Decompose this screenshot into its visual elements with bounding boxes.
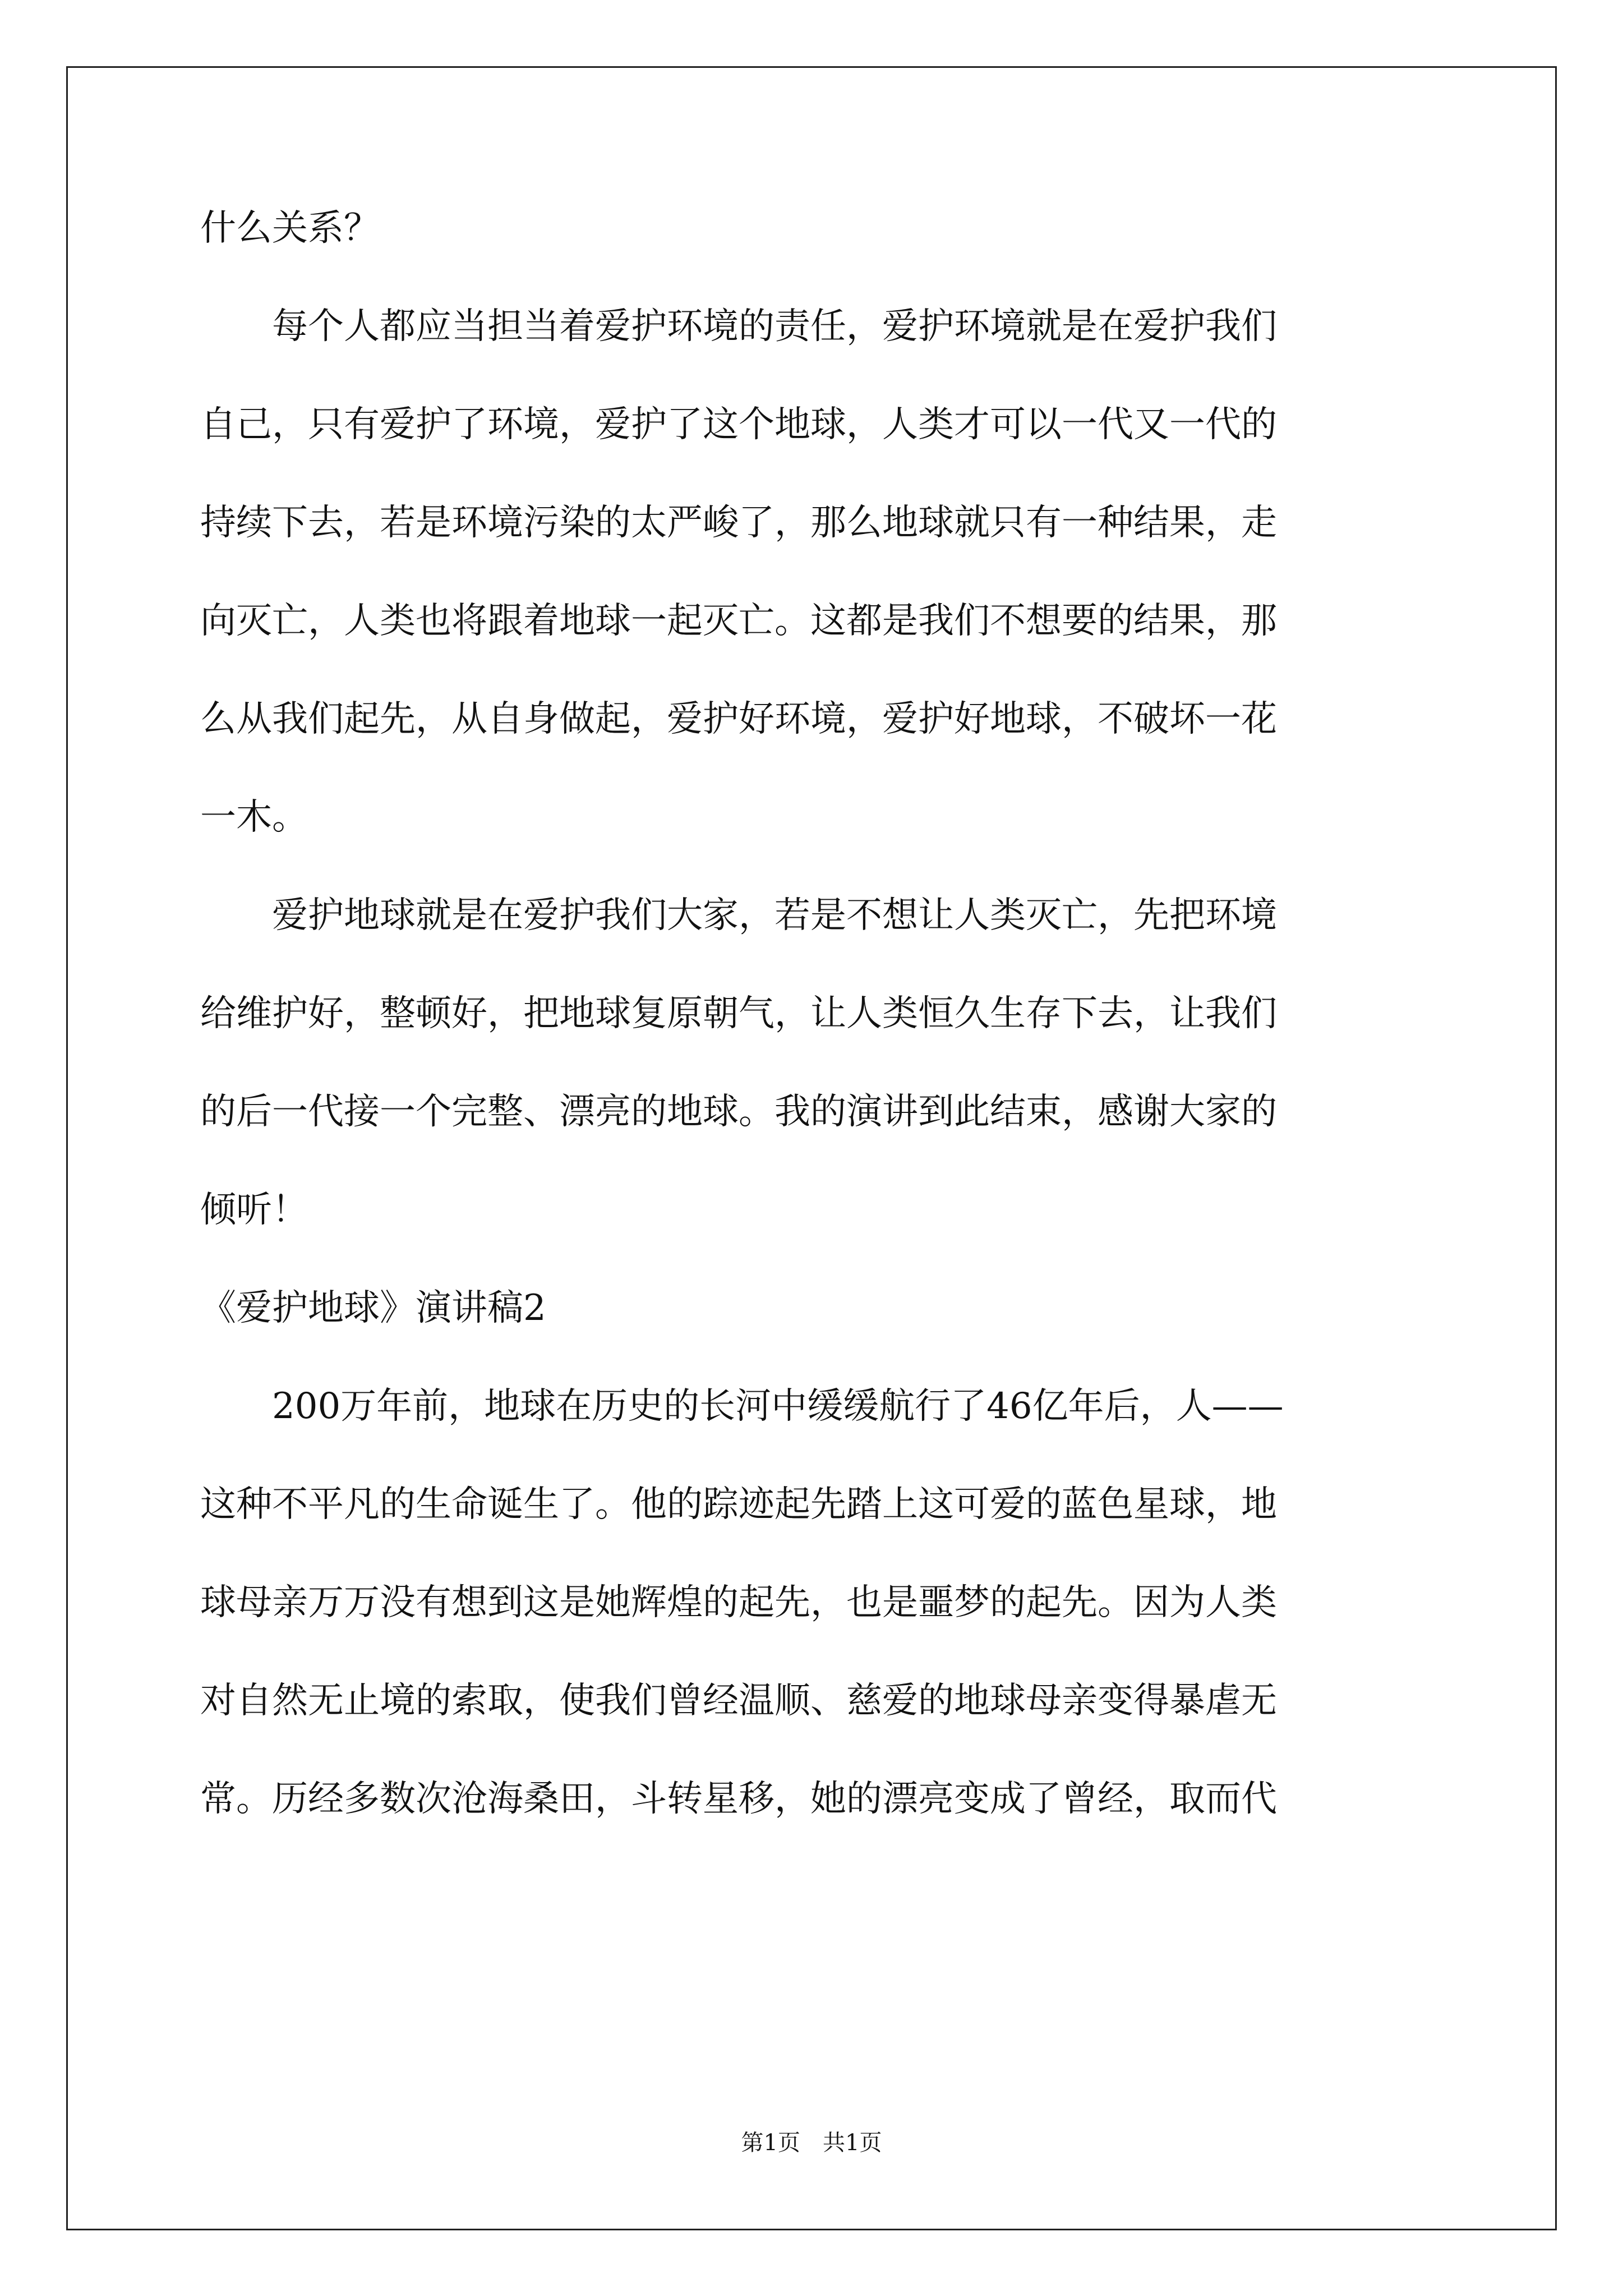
text-line: 给维护好，整顿好，把地球复原朝气，让人类恒久生存下去，让我们 xyxy=(200,993,1277,1034)
text-line: 球母亲万万没有想到这是她辉煌的起先，也是噩梦的起先。因为人类 xyxy=(200,1582,1277,1623)
text-line: 对自然无止境的索取，使我们曾经温顺、慈爱的地球母亲变得暴虐无 xyxy=(200,1680,1277,1722)
paragraph-first-line: 200万年前，地球在历史的长河中缓缓航行了46亿年后，人—— xyxy=(272,1386,1284,1427)
text-line: 向灭亡，人类也将跟着地球一起灭亡。这都是我们不想要的结果，那 xyxy=(200,600,1277,642)
page-footer: 第1页 共1页 xyxy=(741,2130,882,2156)
document-body xyxy=(200,208,1434,1820)
text-line: 一木。 xyxy=(200,797,308,838)
text-line: 这种不平凡的生命诞生了。他的踪迹起先踏上这可爱的蓝色星球，地 xyxy=(200,1484,1277,1525)
paragraph-first-line: 爱护地球就是在爱护我们大家，若是不想让人类灭亡，先把环境 xyxy=(272,895,1277,936)
section-heading: 《爱护地球》演讲稿2 xyxy=(200,1287,546,1329)
text-line: 常。历经多数次沧海桑田，斗转星移，她的漂亮变成了曾经，取而代 xyxy=(200,1778,1277,1820)
text-line: 持续下去，若是环境污染的太严峻了，那么地球就只有一种结果，走 xyxy=(200,502,1277,544)
paragraph-first-line: 每个人都应当担当着爱护环境的责任，爱护环境就是在爱护我们 xyxy=(272,306,1277,347)
text-line: 倾听！ xyxy=(200,1189,308,1231)
text-line: 什么关系？ xyxy=(200,208,380,249)
text-line: 自己，只有爱护了环境，爱护了这个地球，人类才可以一代又一代的 xyxy=(200,404,1277,445)
text-line: 的后一代接一个完整、漂亮的地球。我的演讲到此结束，感谢大家的 xyxy=(200,1091,1277,1133)
text-line: 么从我们起先，从自身做起，爱护好环境，爱护好地球，不破坏一花 xyxy=(200,698,1277,740)
